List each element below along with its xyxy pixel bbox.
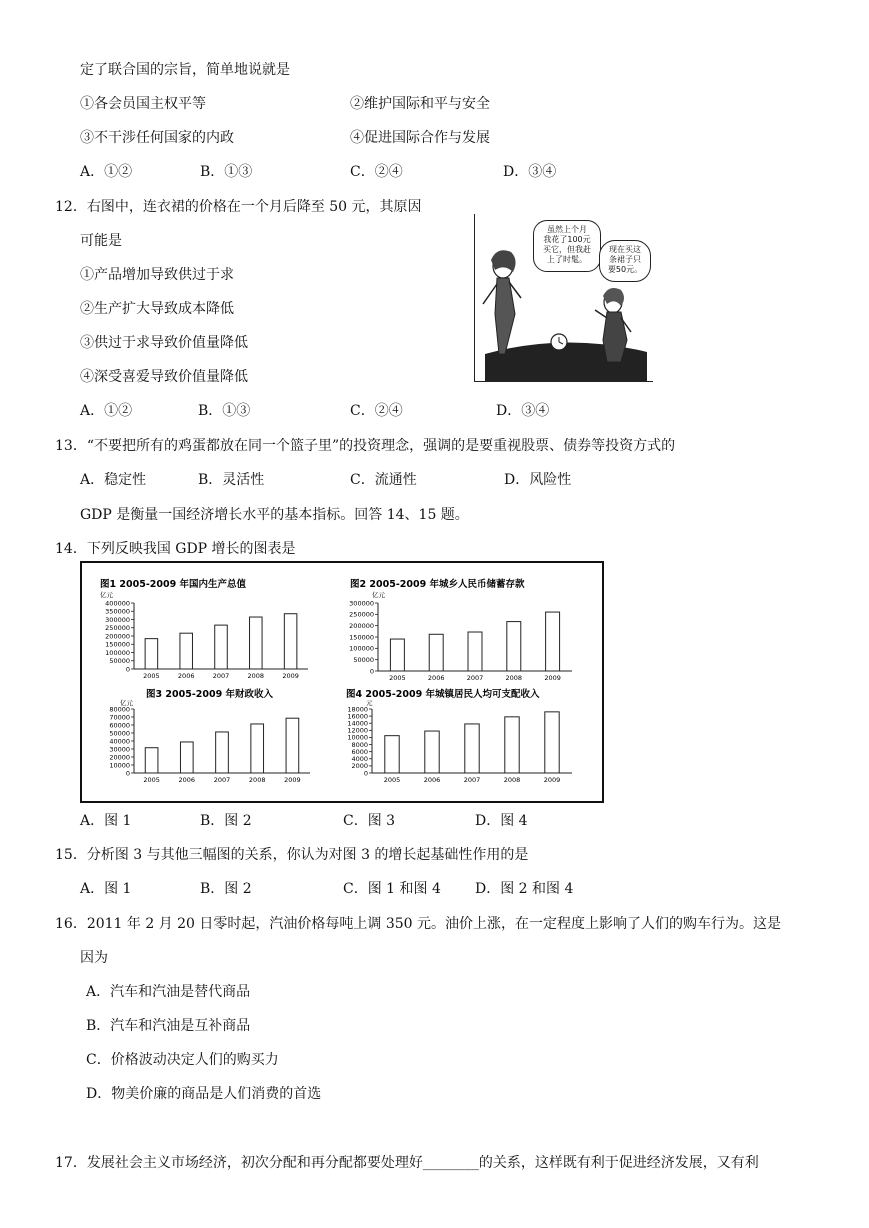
chart2-xtick-label: 2006	[427, 674, 445, 682]
chart2-xtick-label: 2005	[389, 674, 406, 682]
q14-option-a: A．图 1	[80, 813, 132, 829]
chart3-xtick-label: 2006	[178, 776, 196, 784]
q12-item-4: ④深受喜爱导致价值量降低	[80, 369, 248, 385]
chart1-unit: 亿元	[100, 591, 113, 599]
q12-option-a: A．①②	[80, 403, 133, 419]
chart3-ytick-label: 0	[125, 769, 130, 778]
chart3-bar	[216, 732, 229, 773]
q15-option-d: D．图 2 和图 4	[475, 881, 574, 897]
q12-stem: 12．右图中，连衣裙的价格在一个月后降至 50 元，其原因	[55, 199, 422, 215]
chart2-xtick-label: 2008	[505, 674, 523, 682]
q11-option-d: D．③④	[503, 164, 557, 180]
chart3-ytick-label: 80000	[109, 705, 130, 714]
chart2-ytick-label: 250000	[349, 610, 374, 619]
chart3-ytick-label: 60000	[109, 721, 130, 730]
chart2-ytick-label: 300000	[349, 599, 374, 608]
chart2-ytick-label: 150000	[349, 633, 374, 642]
q16-option-c: C．价格波动决定人们的购买力	[86, 1052, 279, 1068]
chart3-ytick-label: 70000	[109, 713, 130, 722]
q14-option-d: D．图 4	[475, 813, 528, 829]
chart3-bar	[180, 742, 193, 773]
chart4-bar	[385, 736, 399, 773]
chart4-ytick-label: 8000	[351, 740, 368, 749]
chart1-ytick-label: 200000	[105, 632, 130, 641]
chart4-ytick-label: 12000	[347, 726, 368, 735]
chart4-ytick-label: 6000	[351, 747, 368, 756]
chart3-xtick-label: 2008	[248, 776, 266, 784]
dress-price-cartoon	[474, 214, 653, 382]
chart4-bar	[545, 712, 559, 773]
chart4-bar	[465, 724, 479, 773]
chart4-xtick-label: 2008	[503, 776, 521, 784]
chart1-ytick-label: 50000	[109, 657, 130, 666]
chart3-bar	[286, 718, 299, 773]
q16-option-b: B．汽车和汽油是互补商品	[86, 1018, 251, 1034]
q14-option-b: B．图 2	[200, 813, 252, 829]
chart2-xtick-label: 2007	[466, 674, 484, 682]
q11-item-3: ③不干涉任何国家的内政	[80, 130, 234, 146]
chart1-bar	[250, 617, 263, 669]
q11-item-1: ①各会员国主权平等	[80, 96, 206, 112]
chart4-bar	[425, 731, 439, 773]
chart2-ytick-label: 100000	[349, 644, 374, 653]
chart3-xtick-label: 2009	[284, 776, 301, 784]
q16-option-a: A．汽车和汽油是替代商品	[86, 984, 251, 1000]
chart1-xtick-label: 2009	[282, 672, 299, 680]
gdp-intro: GDP 是衡量一国经济增长水平的基本指标。回答 14、15 题。	[80, 507, 469, 523]
q15-option-c: C．图 1 和图 4	[343, 881, 441, 897]
chart2-bar	[468, 632, 482, 671]
q15-option-b: B．图 2	[200, 881, 252, 897]
chart1-title: 图1 2005-2009 年国内生产总值	[100, 579, 247, 590]
chart3-xtick-label: 2007	[213, 776, 231, 784]
q12-option-d: D．③④	[496, 403, 550, 419]
chart1-bar	[145, 639, 158, 669]
chart1-ytick-label: 350000	[105, 607, 130, 616]
chart3-ytick-label: 20000	[109, 753, 130, 762]
chart4-bar	[505, 717, 519, 773]
chart2-ytick-label: 200000	[349, 621, 374, 630]
q16-stem-2: 因为	[80, 950, 108, 966]
chart2-bar	[429, 634, 443, 671]
chart2-title: 图2 2005-2009 年城乡人民币储蓄存款	[350, 579, 525, 590]
chart1-ytick-label: 250000	[105, 624, 130, 633]
chart4-unit: 元	[366, 699, 373, 707]
chart2-ytick-label: 0	[369, 667, 374, 676]
q12-item-2: ②生产扩大导致成本降低	[80, 301, 234, 317]
q13-option-c: C．流通性	[350, 472, 417, 488]
q12-item-3: ③供过于求导致价值量降低	[80, 335, 248, 351]
q15-stem: 15．分析图 3 与其他三幅图的关系，你认为对图 3 的增长起基础性作用的是	[55, 847, 529, 863]
chart1-ytick-label: 300000	[105, 615, 130, 624]
q13-option-a: A．稳定性	[80, 472, 147, 488]
chart4-ytick-label: 0	[363, 769, 368, 778]
chart1-ytick-label: 150000	[105, 640, 130, 649]
speech-bubble-left: 虽然上个月 我花了100元 买它，但我赶 上了时髦。	[533, 220, 601, 272]
chart4-xtick-label: 2005	[383, 776, 401, 784]
q11-option-b: B．①③	[200, 164, 253, 180]
q12-option-c: C．②④	[350, 403, 403, 419]
chart1-xtick-label: 2006	[177, 672, 195, 680]
bar-charts	[82, 563, 602, 801]
chart3-unit: 亿元	[120, 699, 133, 707]
q11-option-c: C．②④	[350, 164, 403, 180]
q11-item-2: ②维护国际和平与安全	[350, 96, 490, 112]
gdp-charts-figure	[80, 561, 604, 803]
chart2-unit: 亿元	[372, 591, 385, 599]
chart2-bar	[546, 612, 560, 671]
chart3-ytick-label: 10000	[109, 761, 130, 770]
q12-option-b: B．①③	[198, 403, 251, 419]
q13-stem: 13．“不要把所有的鸡蛋都放在同一个篮子里”的投资理念，强调的是要重视股票、债券等投资方式的	[55, 438, 676, 454]
q17-stem: 17．发展社会主义市场经济，初次分配和再分配都要处理好________的关系，这样既有利于促进经济发展，又有利	[55, 1155, 759, 1171]
chart1-ytick-label: 400000	[105, 599, 130, 608]
q12-stem-2: 可能是	[80, 233, 122, 249]
chart4-ytick-label: 16000	[347, 712, 368, 721]
q16-option-d: D．物美价廉的商品是人们消费的首选	[86, 1086, 322, 1102]
chart1-xtick-label: 2005	[143, 672, 160, 680]
q15-option-a: A．图 1	[80, 881, 132, 897]
chart3-xtick-label: 2005	[143, 776, 160, 784]
chart2-ytick-label: 50000	[353, 655, 374, 664]
chart3-bar	[145, 748, 158, 773]
q11-stem-tail: 定了联合国的宗旨，简单地说就是	[80, 62, 290, 78]
chart1-xtick-label: 2008	[247, 672, 265, 680]
chart2-bar	[507, 622, 521, 671]
chart1-bar	[284, 614, 297, 669]
chart4-xtick-label: 2007	[463, 776, 481, 784]
chart1-ytick-label: 100000	[105, 648, 130, 657]
chart4-xtick-label: 2009	[543, 776, 561, 784]
q14-stem: 14．下列反映我国 GDP 增长的图表是	[55, 541, 296, 557]
chart3-ytick-label: 40000	[109, 737, 130, 746]
q14-option-c: C．图 3	[343, 813, 396, 829]
chart2-bar	[390, 639, 404, 671]
chart4-ytick-label: 14000	[347, 719, 368, 728]
chart4-xtick-label: 2006	[423, 776, 441, 784]
chart1-ytick-label: 0	[125, 665, 130, 674]
chart1-bar	[180, 633, 193, 669]
speech-bubble-right: 现在买这 条裙子只 要50元。	[599, 240, 651, 282]
chart4-ytick-label: 4000	[351, 755, 368, 764]
chart2-xtick-label: 2009	[544, 674, 561, 682]
chart3-ytick-label: 50000	[109, 729, 130, 738]
chart3-bar	[251, 724, 264, 773]
q16-stem: 16．2011 年 2 月 20 日零时起，汽油价格每吨上调 350 元。油价上涨，在一定程度上影响了人们的购车行为。这是	[55, 916, 782, 932]
chart3-ytick-label: 30000	[109, 745, 130, 754]
chart4-ytick-label: 2000	[351, 762, 368, 771]
q12-item-1: ①产品增加导致供过于求	[80, 267, 234, 283]
chart4-title: 图4 2005-2009 年城镇居民人均可支配收入	[346, 689, 540, 700]
q11-option-a: A．①②	[80, 164, 133, 180]
q13-option-b: B．灵活性	[198, 472, 265, 488]
chart4-ytick-label: 10000	[347, 733, 368, 742]
q11-item-4: ④促进国际合作与发展	[350, 130, 490, 146]
chart4-ytick-label: 18000	[347, 705, 368, 714]
q13-option-d: D．风险性	[504, 472, 572, 488]
chart1-xtick-label: 2007	[212, 672, 230, 680]
chart3-title: 图3 2005-2009 年财政收入	[146, 689, 274, 700]
chart1-bar	[215, 625, 228, 669]
